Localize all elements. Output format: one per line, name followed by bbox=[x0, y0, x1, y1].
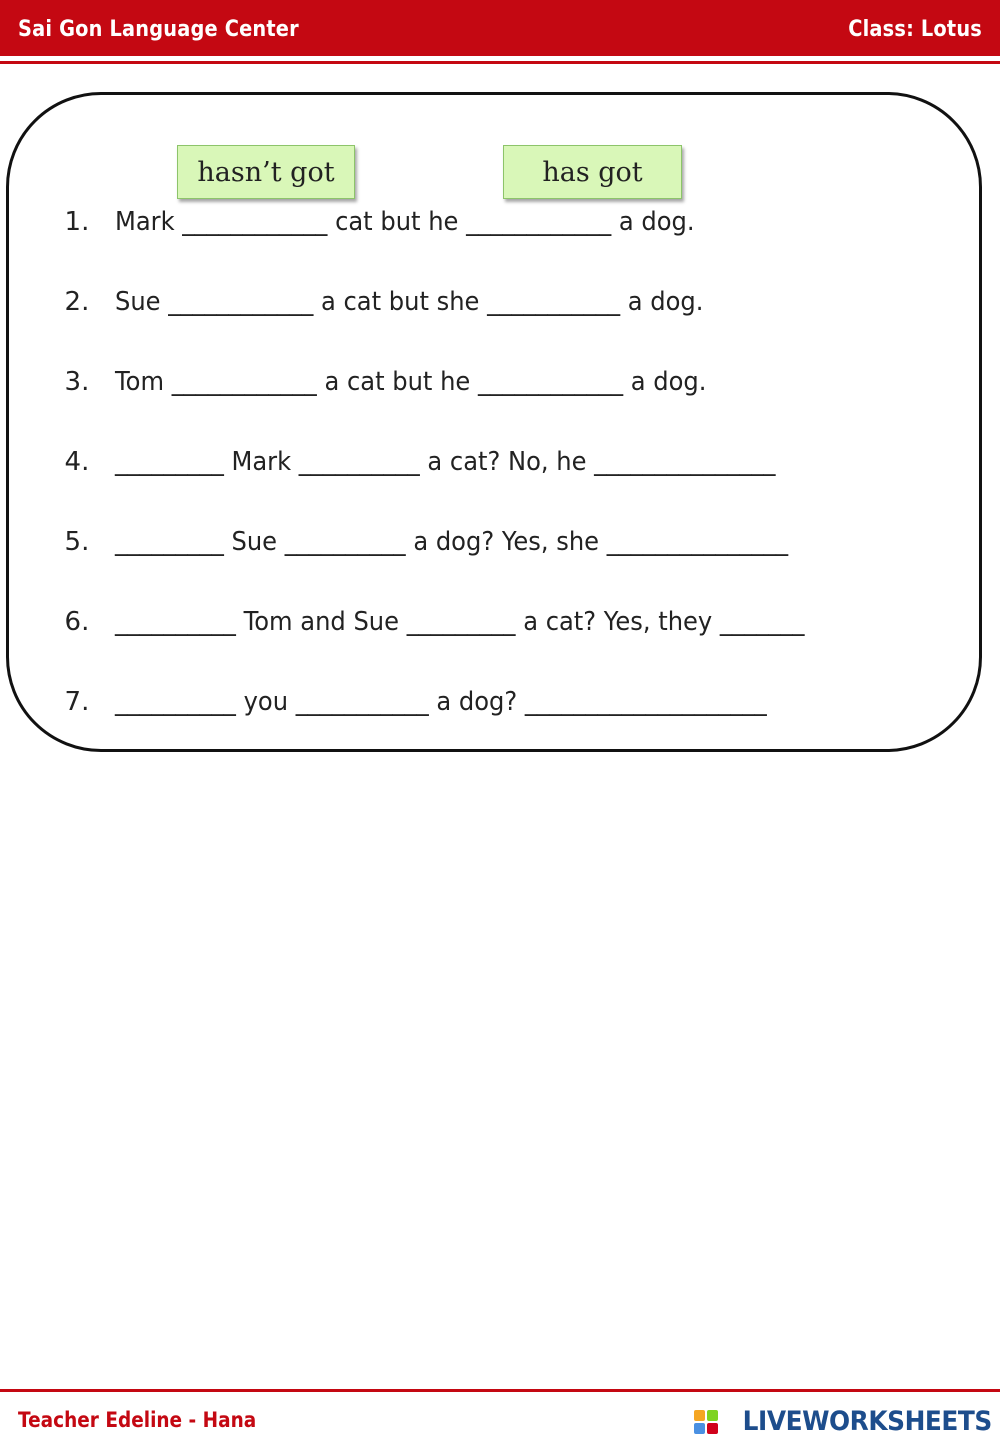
question-row-3 bbox=[48, 322, 750, 397]
question-row-4 bbox=[48, 402, 825, 477]
question-text: __________ Tom and Sue _________ a cat? Yes, they _______ bbox=[114, 607, 805, 637]
teacher-name: Teacher Edeline - Hana bbox=[18, 1408, 257, 1432]
question-number: 1. bbox=[64, 207, 90, 237]
question-text: Tom ____________ a cat but he ____________ a dog. bbox=[114, 367, 706, 397]
question-number: 2. bbox=[64, 287, 90, 317]
footer-divider bbox=[0, 1389, 1000, 1392]
question-number: 6. bbox=[64, 607, 90, 637]
question-number: 7. bbox=[64, 687, 90, 717]
liveworksheets-icon bbox=[694, 1410, 718, 1434]
question-row-5 bbox=[48, 482, 838, 557]
brand-logo[interactable] bbox=[694, 1406, 992, 1437]
question-number: 4. bbox=[64, 447, 90, 477]
class-label: Class: Lotus bbox=[848, 17, 982, 42]
question-row-2 bbox=[48, 242, 747, 317]
question-number: 5. bbox=[64, 527, 90, 557]
question-text: _________ Mark __________ a cat? No, he _______________ bbox=[114, 447, 776, 477]
header-bar bbox=[0, 0, 1000, 56]
header-divider bbox=[0, 61, 1000, 64]
question-text: _________ Sue __________ a dog? Yes, she _______________ bbox=[114, 527, 788, 557]
question-text: __________ you ___________ a dog? ____________________ bbox=[114, 687, 767, 717]
school-name: Sai Gon Language Center bbox=[18, 17, 299, 42]
question-text: Sue ____________ a cat but she ___________ a dog. bbox=[114, 287, 704, 317]
question-text: Mark ____________ cat but he ____________ a dog. bbox=[114, 207, 695, 237]
answer-box-1[interactable]: hasn’t got bbox=[177, 145, 355, 199]
brand-text: LIVEWORKSHEETS bbox=[742, 1406, 992, 1437]
question-row-7 bbox=[48, 642, 815, 717]
question-number: 3. bbox=[64, 367, 90, 397]
answer-box-2[interactable]: has got bbox=[503, 145, 682, 199]
question-row-6 bbox=[48, 562, 856, 637]
